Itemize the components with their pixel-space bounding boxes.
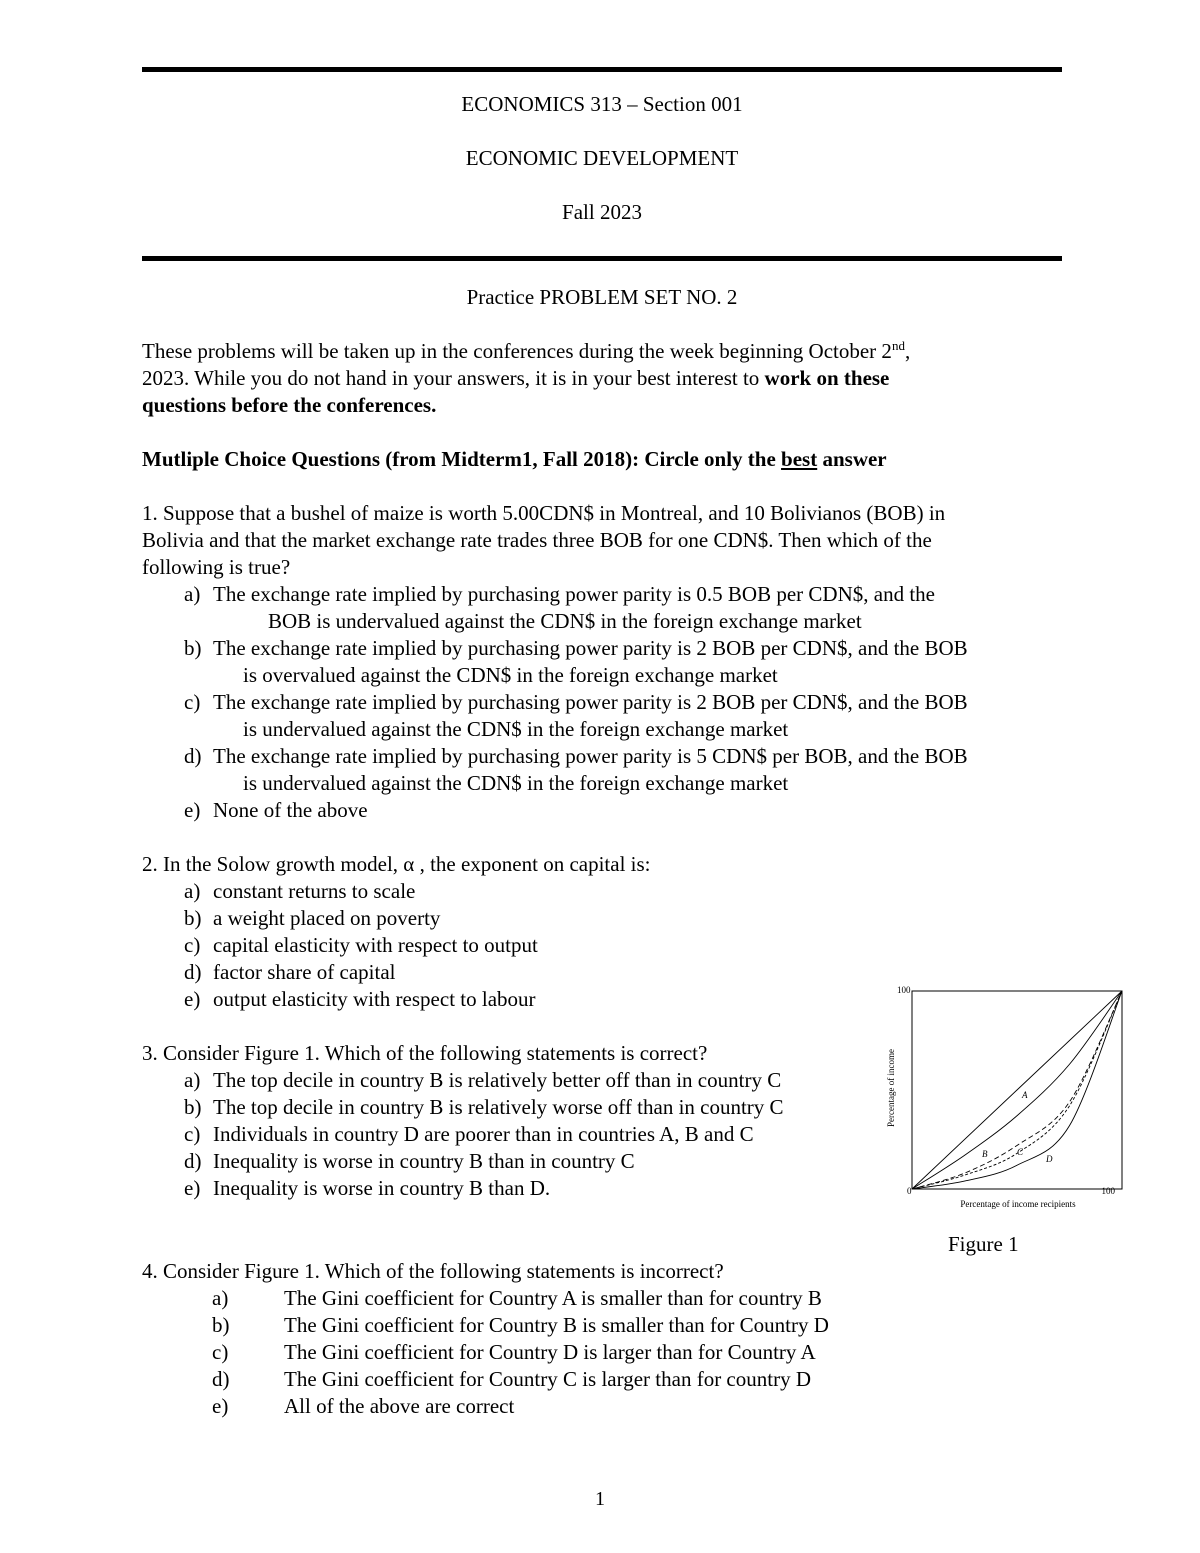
question-1: 1. Suppose that a bushel of maize is worth 5.00CDN$ in Montreal, and 10 Bolivianos (BOB) in Bolivia and that the market exchange rate trades three BOB for one CDN$. Then which of the following is true? — [142, 501, 946, 579]
problem-set-title: Practice PROBLEM SET NO. 2 — [466, 285, 738, 309]
x-axis-label: Percentage of income recipients — [960, 1199, 1076, 1209]
origin-label: 0 — [907, 1186, 912, 1196]
curve-label-c: C — [1017, 1147, 1024, 1157]
question-2: 2. In the Solow growth model, α , the exponent on capital is: — [142, 852, 651, 876]
lorenz-curve-equality — [912, 991, 1122, 1189]
y-axis-label: Percentage of income — [886, 1049, 896, 1127]
mc-heading: Mutliple Choice Questions (from Midterm1, Fall 2018): Circle only the best answer — [142, 447, 887, 471]
term: Fall 2023 — [562, 200, 642, 224]
curve-label-b: B — [982, 1149, 988, 1159]
figure-1-chart — [880, 982, 1115, 1212]
question-4: 4. Consider Figure 1. Which of the following statements is incorrect? — [142, 1259, 724, 1283]
y-max-label: 100 — [897, 985, 911, 995]
course-title: ECONOMICS 313 – Section 001 — [461, 92, 743, 116]
bottom-rule — [142, 256, 1062, 261]
figure-caption: Figure 1 — [948, 1232, 1019, 1256]
figure-1-plot — [912, 991, 1122, 1189]
intro-paragraph: These problems will be taken up in the conferences during the week beginning October 2nd, 2023. While you do not hand in your answers, it is in your best interest to work on these questions before the conferences. — [142, 338, 911, 417]
top-rule — [142, 67, 1062, 72]
course-name: ECONOMIC DEVELOPMENT — [465, 146, 739, 170]
curve-label-a: A — [1022, 1090, 1028, 1100]
page-number: 1 — [595, 1488, 605, 1510]
x-max-label: 100 — [1101, 1186, 1115, 1196]
question-3: 3. Consider Figure 1. Which of the following statements is correct? — [142, 1041, 708, 1065]
curve-label-d: D — [1046, 1154, 1053, 1164]
